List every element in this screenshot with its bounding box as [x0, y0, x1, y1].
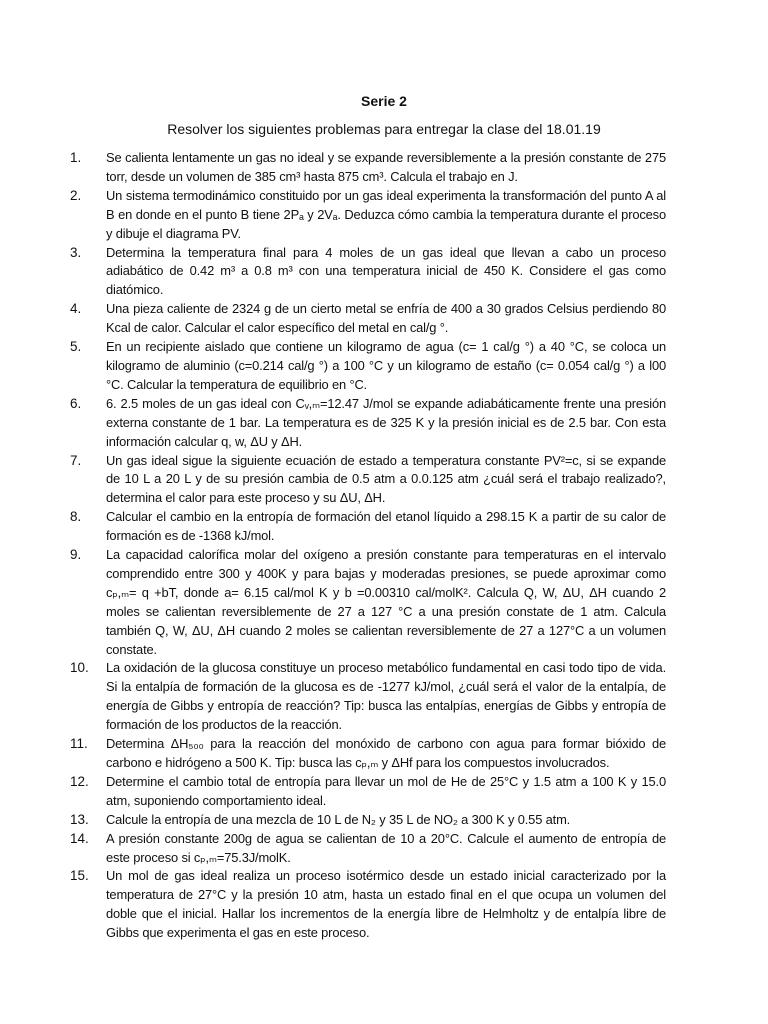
list-item [70, 735, 666, 773]
item-number: 14. [70, 830, 89, 846]
item-number: 3. [70, 244, 82, 260]
list-item [70, 187, 666, 244]
item-number: 5. [70, 339, 82, 355]
list-item [70, 659, 666, 735]
item-text: La capacidad calorífica molar del oxígeno a presión constante para temperaturas en el intervalo comprendido entre 300 y 400K y para bajas y moderadas presiones, se puede aproximar como cₚ,ₘ= q +bT, donde a= 6.15 cal/mol K y b =0.00310 cal/molK². Calcula Q, W, ΔU, ΔH cuando 2 moles se calientan reversiblemente de 27 a 127 °C a una presión constate de 1 atm. Calcula también Q, W, ΔU, ΔH cuando 2 moles se calientan reversiblemente de 27 a 127°C a un volumen constate. [106, 547, 666, 657]
item-text: Un sistema termodinámico constituido por un gas ideal experimenta la transformación del punto A al B en donde en el punto B tiene 2Pₐ y 2Vₐ. Deduzca cómo cambia la temperatura durante el proceso y dibuje el diagrama PV. [106, 187, 666, 241]
item-text: Determine el cambio total de entropía para llevar un mol de He de 25°C y 1.5 atm a 100 K y 15.0 atm, suponiendo comportamiento ideal. [106, 773, 666, 808]
item-number: 4. [70, 301, 82, 317]
item-text: Se calienta lentamente un gas no ideal y se expande reversiblemente a la presión constante de 275 torr, desde un volumen de 385 cm³ hasta 875 cm³. Calcula el trabajo en J. [106, 150, 666, 184]
item-number: 8. [70, 509, 82, 525]
problem-list [70, 149, 666, 943]
list-item [70, 244, 666, 301]
list-item [70, 300, 666, 338]
list-item [70, 149, 666, 187]
item-text: Un gas ideal sigue la siguiente ecuación de estado a temperatura constante PV²=c, si se expande de 10 L a 20 L y de su presión cambia de 0.5 atm a 0.0.125 atm ¿cuál será el trabajo realizado?, determina el calor para este proceso y su ΔU, ΔH. [106, 452, 666, 506]
page-title: Serie 2 [361, 93, 407, 109]
item-text: Calcule la entropía de una mezcla de 10 L de N₂ y 35 L de NO₂ a 300 K y 0.55 atm. [106, 811, 571, 827]
item-text: Determina la temperatura final para 4 moles de un gas ideal que llevan a cabo un proceso adiabático de 0.42 m³ a 0.8 m³ con una temperatura inicial de 450 K. Considere el gas como diatómico. [106, 244, 666, 298]
item-text: Determina ΔH₅₀₀ para la reacción del monóxido de carbono con agua para formar bióxido de carbono e hidrógeno a 500 K. Tip: busca las cₚ,ₘ y ΔHf para los compuestos involucrados. [106, 736, 666, 770]
item-text: 6. 2.5 moles de un gas ideal con Cᵥ,ₘ=12.47 J/mol se expande adiabáticamente frente una presión externa constante de 1 bar. La temperatura es de 325 K y la presión inicial es de 2.5 bar. Con esta información calcular q, w, ΔU y ΔH. [106, 395, 666, 449]
item-text: Calcular el cambio en la entropía de formación del etanol líquido a 298.15 K a partir de su calor de formación es de -1368 kJ/mol. [106, 509, 666, 544]
list-item [70, 508, 666, 546]
page-subtitle: Resolver los siguientes problemas para entregar la clase del 18.01.19 [167, 121, 601, 137]
item-number: 9. [70, 547, 82, 563]
item-number: 15. [70, 868, 89, 884]
item-number: 12. [70, 773, 89, 789]
item-text: En un recipiente aislado que contiene un kilogramo de agua (c= 1 cal/g °) a 40 °C, se coloca un kilogramo de aluminio (c=0.214 cal/g °) a 100 °C y un kilogramo de estaño (c= 0.054 cal/g °) a l00 °C. Calcular la temperatura de equilibrio en °C. [106, 339, 666, 392]
item-text: Un mol de gas ideal realiza un proceso isotérmico desde un estado inicial caracterizado por la temperatura de 27°C y la presión 10 atm, hasta un estado final en el que ocupa un volumen del doble que el inicial. Hallar los incrementos de la energía libre de Helmholtz y de entalpía libre de Gibbs que experimenta el gas en este proceso. [106, 868, 666, 941]
item-number: 7. [70, 452, 82, 468]
list-item [70, 338, 666, 395]
item-text: A presión constante 200g de agua se calientan de 10 a 20°C. Calcule el aumento de entropía de este proceso si cₚ,ₘ=75.3J/molK. [106, 830, 666, 865]
list-item [70, 773, 666, 811]
list-item [70, 811, 666, 830]
list-item [70, 452, 666, 509]
item-number: 2. [70, 187, 82, 203]
item-number: 1. [70, 150, 82, 165]
item-number: 10. [70, 660, 89, 676]
list-item [70, 395, 666, 452]
item-number: 6. [70, 395, 82, 411]
item-number: 11. [70, 736, 88, 752]
item-text: Una pieza caliente de 2324 g de un cierto metal se enfría de 400 a 30 grados Celsius perdiendo 80 Kcal de calor. Calcular el calor específico del metal en cal/g °. [106, 301, 666, 336]
item-number: 13. [70, 811, 89, 827]
list-item [70, 867, 666, 943]
item-text: La oxidación de la glucosa constituye un proceso metabólico fundamental en casi todo tipo de vida. Si la entalpía de formación de la glucosa es de -1277 kJ/mol, ¿cuál será el valor de la entalpía, de energía de Gibbs y entropía de reacción? Tip: busca las entalpías, energías de Gibbs y entropía de formación de los productos de la reacción. [106, 660, 666, 733]
list-item [70, 830, 666, 868]
list-item [70, 546, 666, 659]
